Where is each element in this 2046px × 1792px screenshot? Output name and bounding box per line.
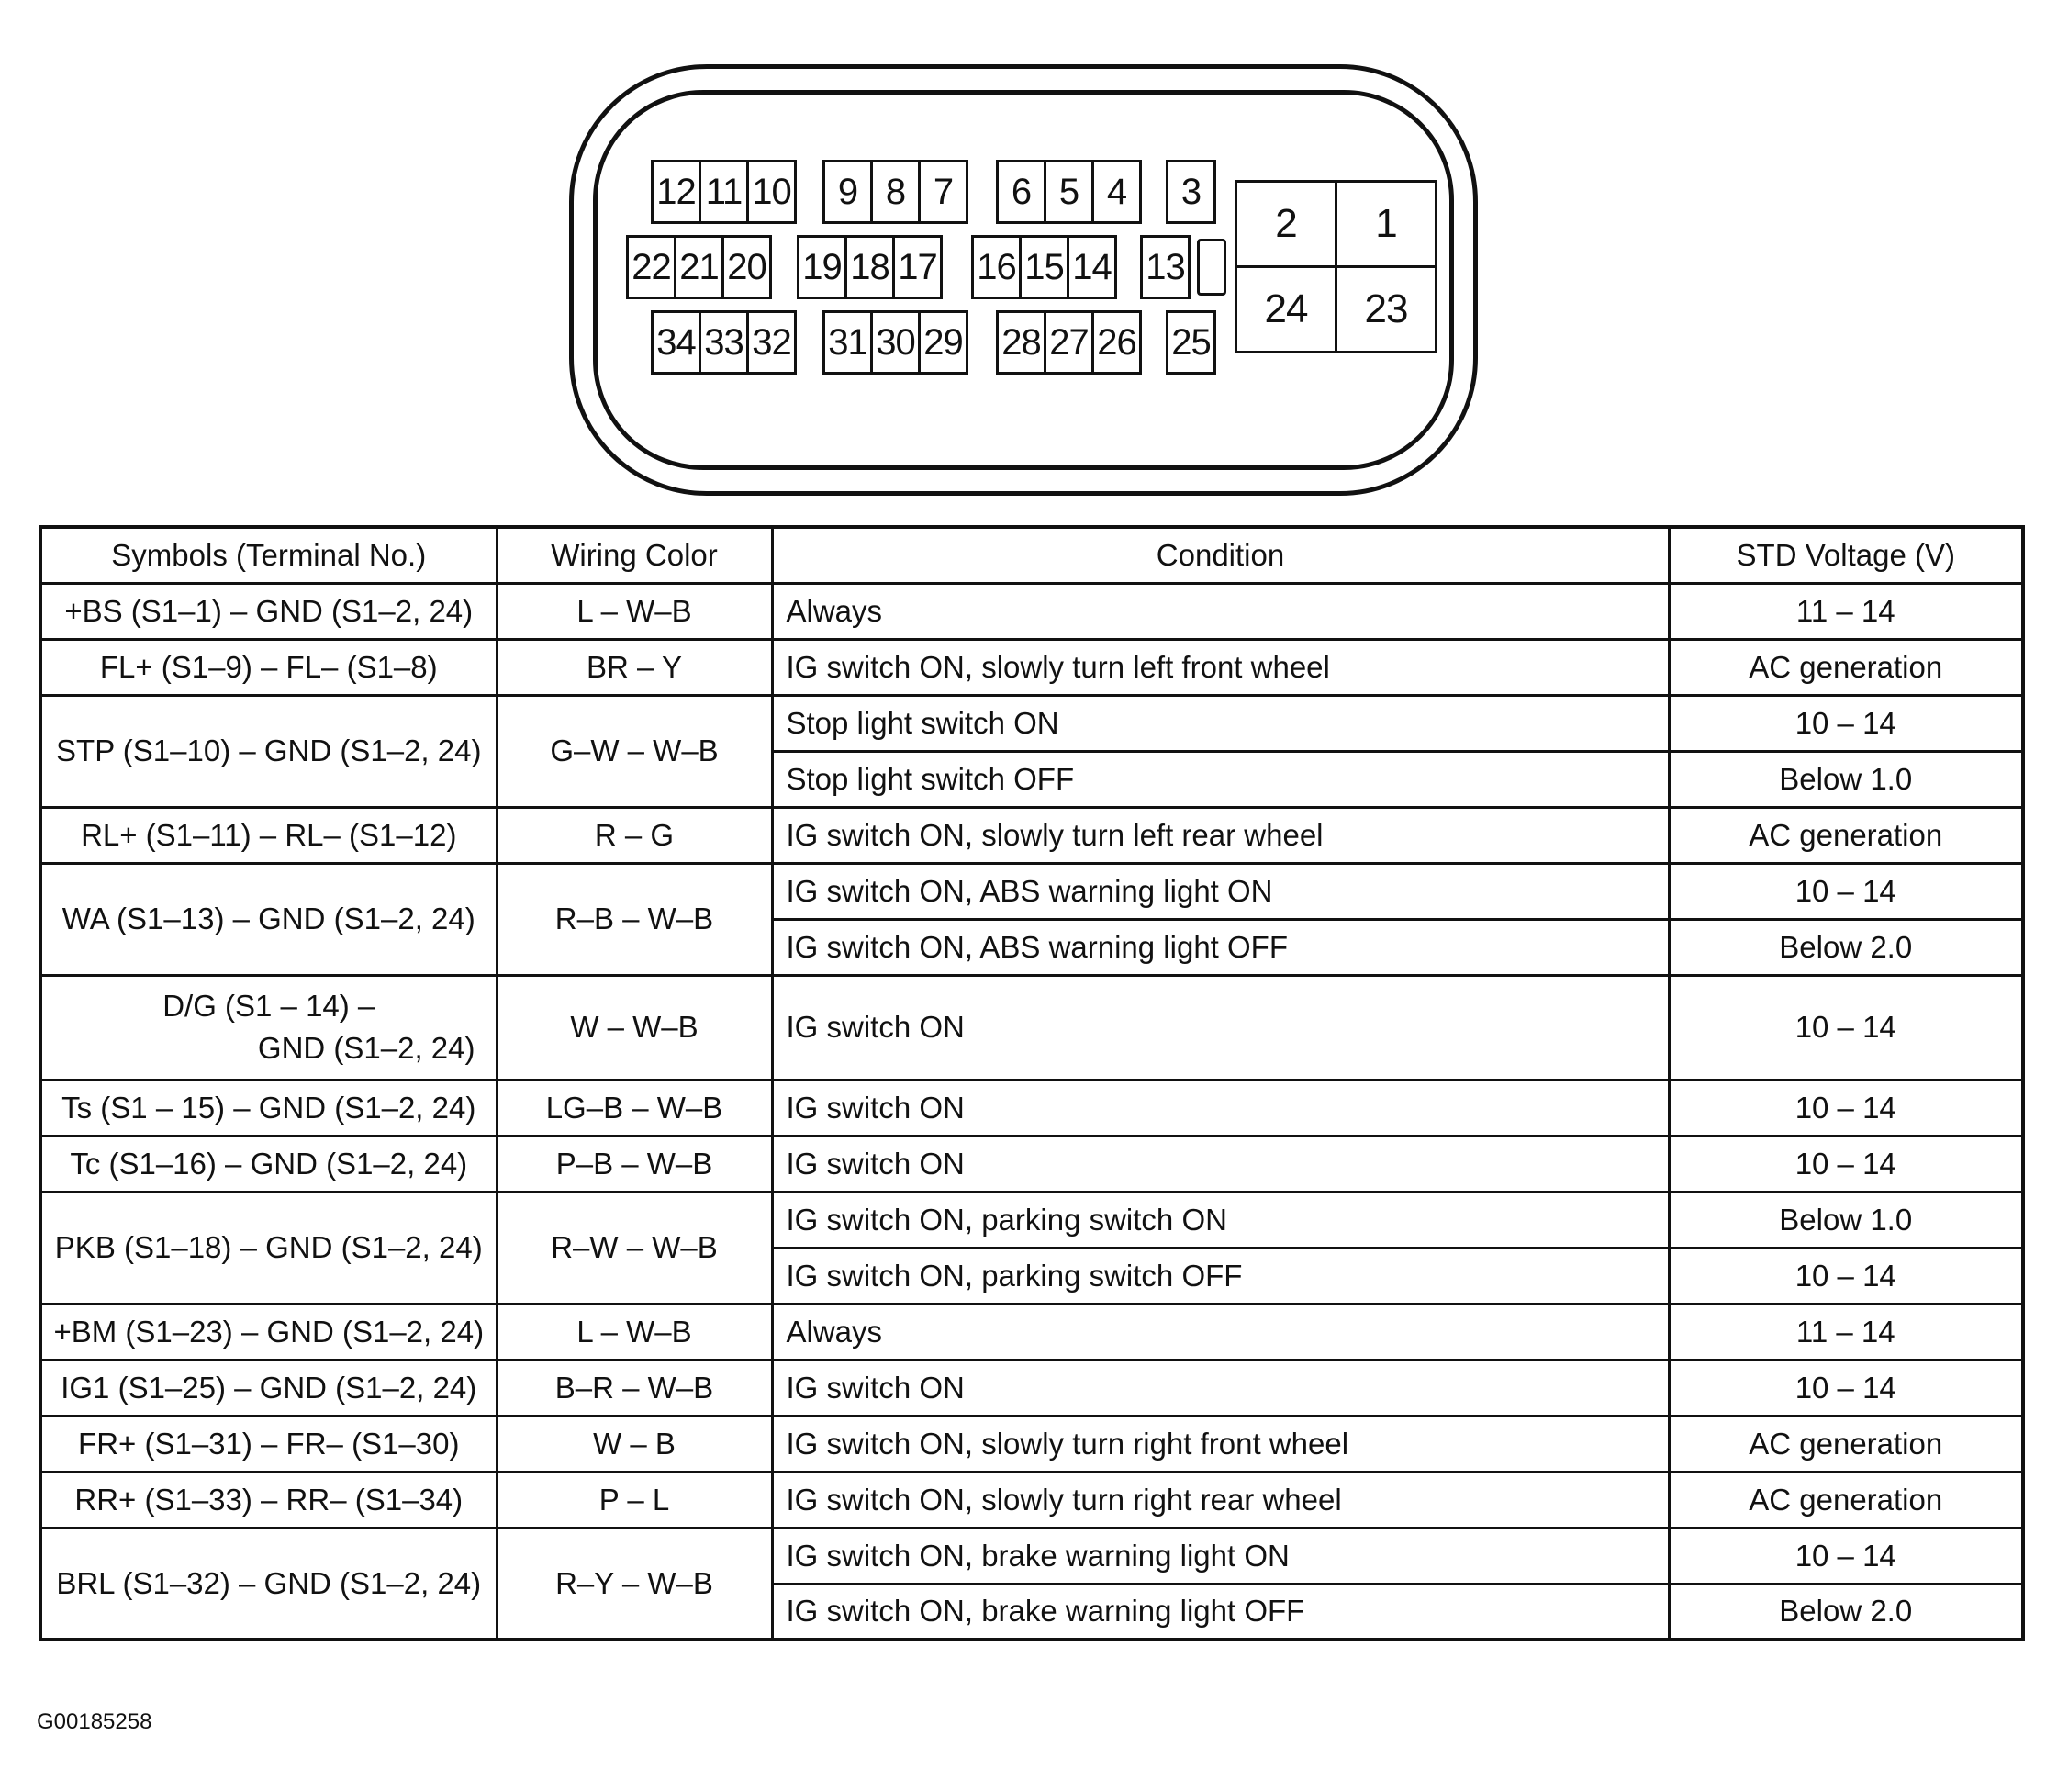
wiring-color-cell: W – B — [497, 1416, 772, 1472]
voltage-cell: AC generation — [1669, 1472, 2023, 1528]
wiring-color-cell: R–W – W–B — [497, 1192, 772, 1304]
condition-cell: IG switch ON, parking switch OFF — [772, 1248, 1669, 1304]
table-row — [40, 863, 2023, 919]
table-header-row — [40, 527, 2023, 583]
wiring-color-cell: R – G — [497, 807, 772, 863]
voltage-cell: 10 – 14 — [1669, 975, 2023, 1080]
symbol-cell: IG1 (S1–25) – GND (S1–2, 24) — [40, 1360, 497, 1416]
voltage-cell: 10 – 14 — [1669, 863, 2023, 919]
wiring-color-cell: R–B – W–B — [497, 863, 772, 975]
pin: 29 — [918, 310, 968, 375]
wiring-color-cell: LG–B – W–B — [497, 1080, 772, 1136]
wiring-color-cell: BR – Y — [497, 639, 772, 695]
table-row — [40, 975, 2023, 1080]
pin: 20 — [721, 235, 772, 299]
symbol-cell: FR+ (S1–31) – FR– (S1–30) — [40, 1416, 497, 1472]
voltage-cell: Below 2.0 — [1669, 919, 2023, 975]
header-symbols: Symbols (Terminal No.) — [40, 527, 497, 583]
table-row — [40, 639, 2023, 695]
condition-cell: Always — [772, 583, 1669, 639]
condition-cell: IG switch ON — [772, 975, 1669, 1080]
symbol-cell — [40, 975, 497, 1080]
pin: 7 — [918, 160, 968, 224]
pin: 32 — [746, 310, 797, 375]
wiring-color-cell: L – W–B — [497, 1304, 772, 1360]
voltage-cell: AC generation — [1669, 1416, 2023, 1472]
symbol-cell: Ts (S1 – 15) – GND (S1–2, 24) — [40, 1080, 497, 1136]
condition-cell: IG switch ON, brake warning light ON — [772, 1528, 1669, 1584]
voltage-table-container — [39, 525, 2021, 1641]
pin: 14 — [1067, 235, 1117, 299]
pin: 18 — [844, 235, 895, 299]
condition-cell: IG switch ON, ABS warning light OFF — [772, 919, 1669, 975]
pin: 13 — [1140, 235, 1191, 299]
pin: 15 — [1019, 235, 1069, 299]
wiring-color-cell: P – L — [497, 1472, 772, 1528]
condition-cell: IG switch ON — [772, 1080, 1669, 1136]
pin: 26 — [1091, 310, 1142, 375]
pin: 28 — [996, 310, 1046, 375]
symbol-cell: PKB (S1–18) – GND (S1–2, 24) — [40, 1192, 497, 1304]
condition-cell: IG switch ON, ABS warning light ON — [772, 863, 1669, 919]
table-row — [40, 1304, 2023, 1360]
voltage-cell: AC generation — [1669, 639, 2023, 695]
condition-cell: IG switch ON, slowly turn left front wheel — [772, 639, 1669, 695]
voltage-cell: AC generation — [1669, 807, 2023, 863]
table-row — [40, 695, 2023, 751]
condition-cell: IG switch ON — [772, 1360, 1669, 1416]
symbol-cell: +BM (S1–23) – GND (S1–2, 24) — [40, 1304, 497, 1360]
pin: 16 — [971, 235, 1022, 299]
voltage-cell: 11 – 14 — [1669, 1304, 2023, 1360]
voltage-cell: 10 – 14 — [1669, 1248, 2023, 1304]
table-row — [40, 1472, 2023, 1528]
symbol-line-1: D/G (S1 – 14) – — [162, 989, 375, 1023]
pin: 4 — [1091, 160, 1142, 224]
large-pin: 24 — [1235, 265, 1337, 353]
pin: 9 — [822, 160, 873, 224]
pin: 25 — [1166, 310, 1216, 375]
connector-diagram — [569, 64, 1478, 496]
large-pin: 23 — [1335, 265, 1437, 353]
pin: 31 — [822, 310, 873, 375]
table-row — [40, 1416, 2023, 1472]
wiring-color-cell: P–B – W–B — [497, 1136, 772, 1192]
symbol-cell: BRL (S1–32) – GND (S1–2, 24) — [40, 1528, 497, 1640]
pin: 21 — [674, 235, 724, 299]
wiring-color-cell: L – W–B — [497, 583, 772, 639]
pin: 27 — [1044, 310, 1094, 375]
pin: 3 — [1166, 160, 1216, 224]
pin: 33 — [699, 310, 749, 375]
voltage-cell: Below 1.0 — [1669, 751, 2023, 807]
header-wiring-color: Wiring Color — [497, 527, 772, 583]
symbol-cell: FL+ (S1–9) – FL– (S1–8) — [40, 639, 497, 695]
condition-cell: Always — [772, 1304, 1669, 1360]
table-row — [40, 1528, 2023, 1584]
symbol-cell: WA (S1–13) – GND (S1–2, 24) — [40, 863, 497, 975]
figure-id: G00185258 — [37, 1709, 152, 1734]
pin: 10 — [746, 160, 797, 224]
pin: 34 — [651, 310, 701, 375]
voltage-cell: 10 – 14 — [1669, 1080, 2023, 1136]
large-pin: 1 — [1335, 180, 1437, 268]
pin: 22 — [626, 235, 676, 299]
wiring-color-cell: G–W – W–B — [497, 695, 772, 807]
voltage-cell: Below 1.0 — [1669, 1192, 2023, 1248]
voltage-cell: Below 2.0 — [1669, 1584, 2023, 1640]
table-row — [40, 583, 2023, 639]
table-row — [40, 807, 2023, 863]
voltage-table — [39, 525, 2025, 1641]
wiring-color-cell: W – W–B — [497, 975, 772, 1080]
voltage-cell: 11 – 14 — [1669, 583, 2023, 639]
large-pin: 2 — [1235, 180, 1337, 268]
voltage-cell: 10 – 14 — [1669, 1136, 2023, 1192]
symbol-line-2: GND (S1–2, 24) — [257, 1031, 475, 1065]
symbol-cell: Tc (S1–16) – GND (S1–2, 24) — [40, 1136, 497, 1192]
condition-cell: IG switch ON — [772, 1136, 1669, 1192]
condition-cell: Stop light switch OFF — [772, 751, 1669, 807]
pin: 12 — [651, 160, 701, 224]
pin: 30 — [870, 310, 921, 375]
pin: 5 — [1044, 160, 1094, 224]
voltage-cell: 10 – 14 — [1669, 1528, 2023, 1584]
voltage-cell: 10 – 14 — [1669, 1360, 2023, 1416]
header-std-voltage: STD Voltage (V) — [1669, 527, 2023, 583]
symbol-cell: RR+ (S1–33) – RR– (S1–34) — [40, 1472, 497, 1528]
condition-cell: IG switch ON, parking switch ON — [772, 1192, 1669, 1248]
condition-cell: IG switch ON, brake warning light OFF — [772, 1584, 1669, 1640]
pin: 6 — [996, 160, 1046, 224]
pin: 19 — [797, 235, 847, 299]
table-row — [40, 1360, 2023, 1416]
blank-cavity — [1197, 239, 1226, 296]
header-condition: Condition — [772, 527, 1669, 583]
condition-cell: IG switch ON, slowly turn right front wheel — [772, 1416, 1669, 1472]
symbol-cell: STP (S1–10) – GND (S1–2, 24) — [40, 695, 497, 807]
table-row — [40, 1080, 2023, 1136]
connector-pins — [569, 64, 1478, 496]
table-row — [40, 1192, 2023, 1248]
pin: 8 — [870, 160, 921, 224]
wiring-color-cell: B–R – W–B — [497, 1360, 772, 1416]
pin: 17 — [892, 235, 943, 299]
voltage-cell: 10 – 14 — [1669, 695, 2023, 751]
condition-cell: Stop light switch ON — [772, 695, 1669, 751]
condition-cell: IG switch ON, slowly turn left rear wheel — [772, 807, 1669, 863]
table-row — [40, 1136, 2023, 1192]
symbol-cell: +BS (S1–1) – GND (S1–2, 24) — [40, 583, 497, 639]
condition-cell: IG switch ON, slowly turn right rear wheel — [772, 1472, 1669, 1528]
pin: 11 — [699, 160, 749, 224]
wiring-color-cell: R–Y – W–B — [497, 1528, 772, 1640]
symbol-cell: RL+ (S1–11) – RL– (S1–12) — [40, 807, 497, 863]
